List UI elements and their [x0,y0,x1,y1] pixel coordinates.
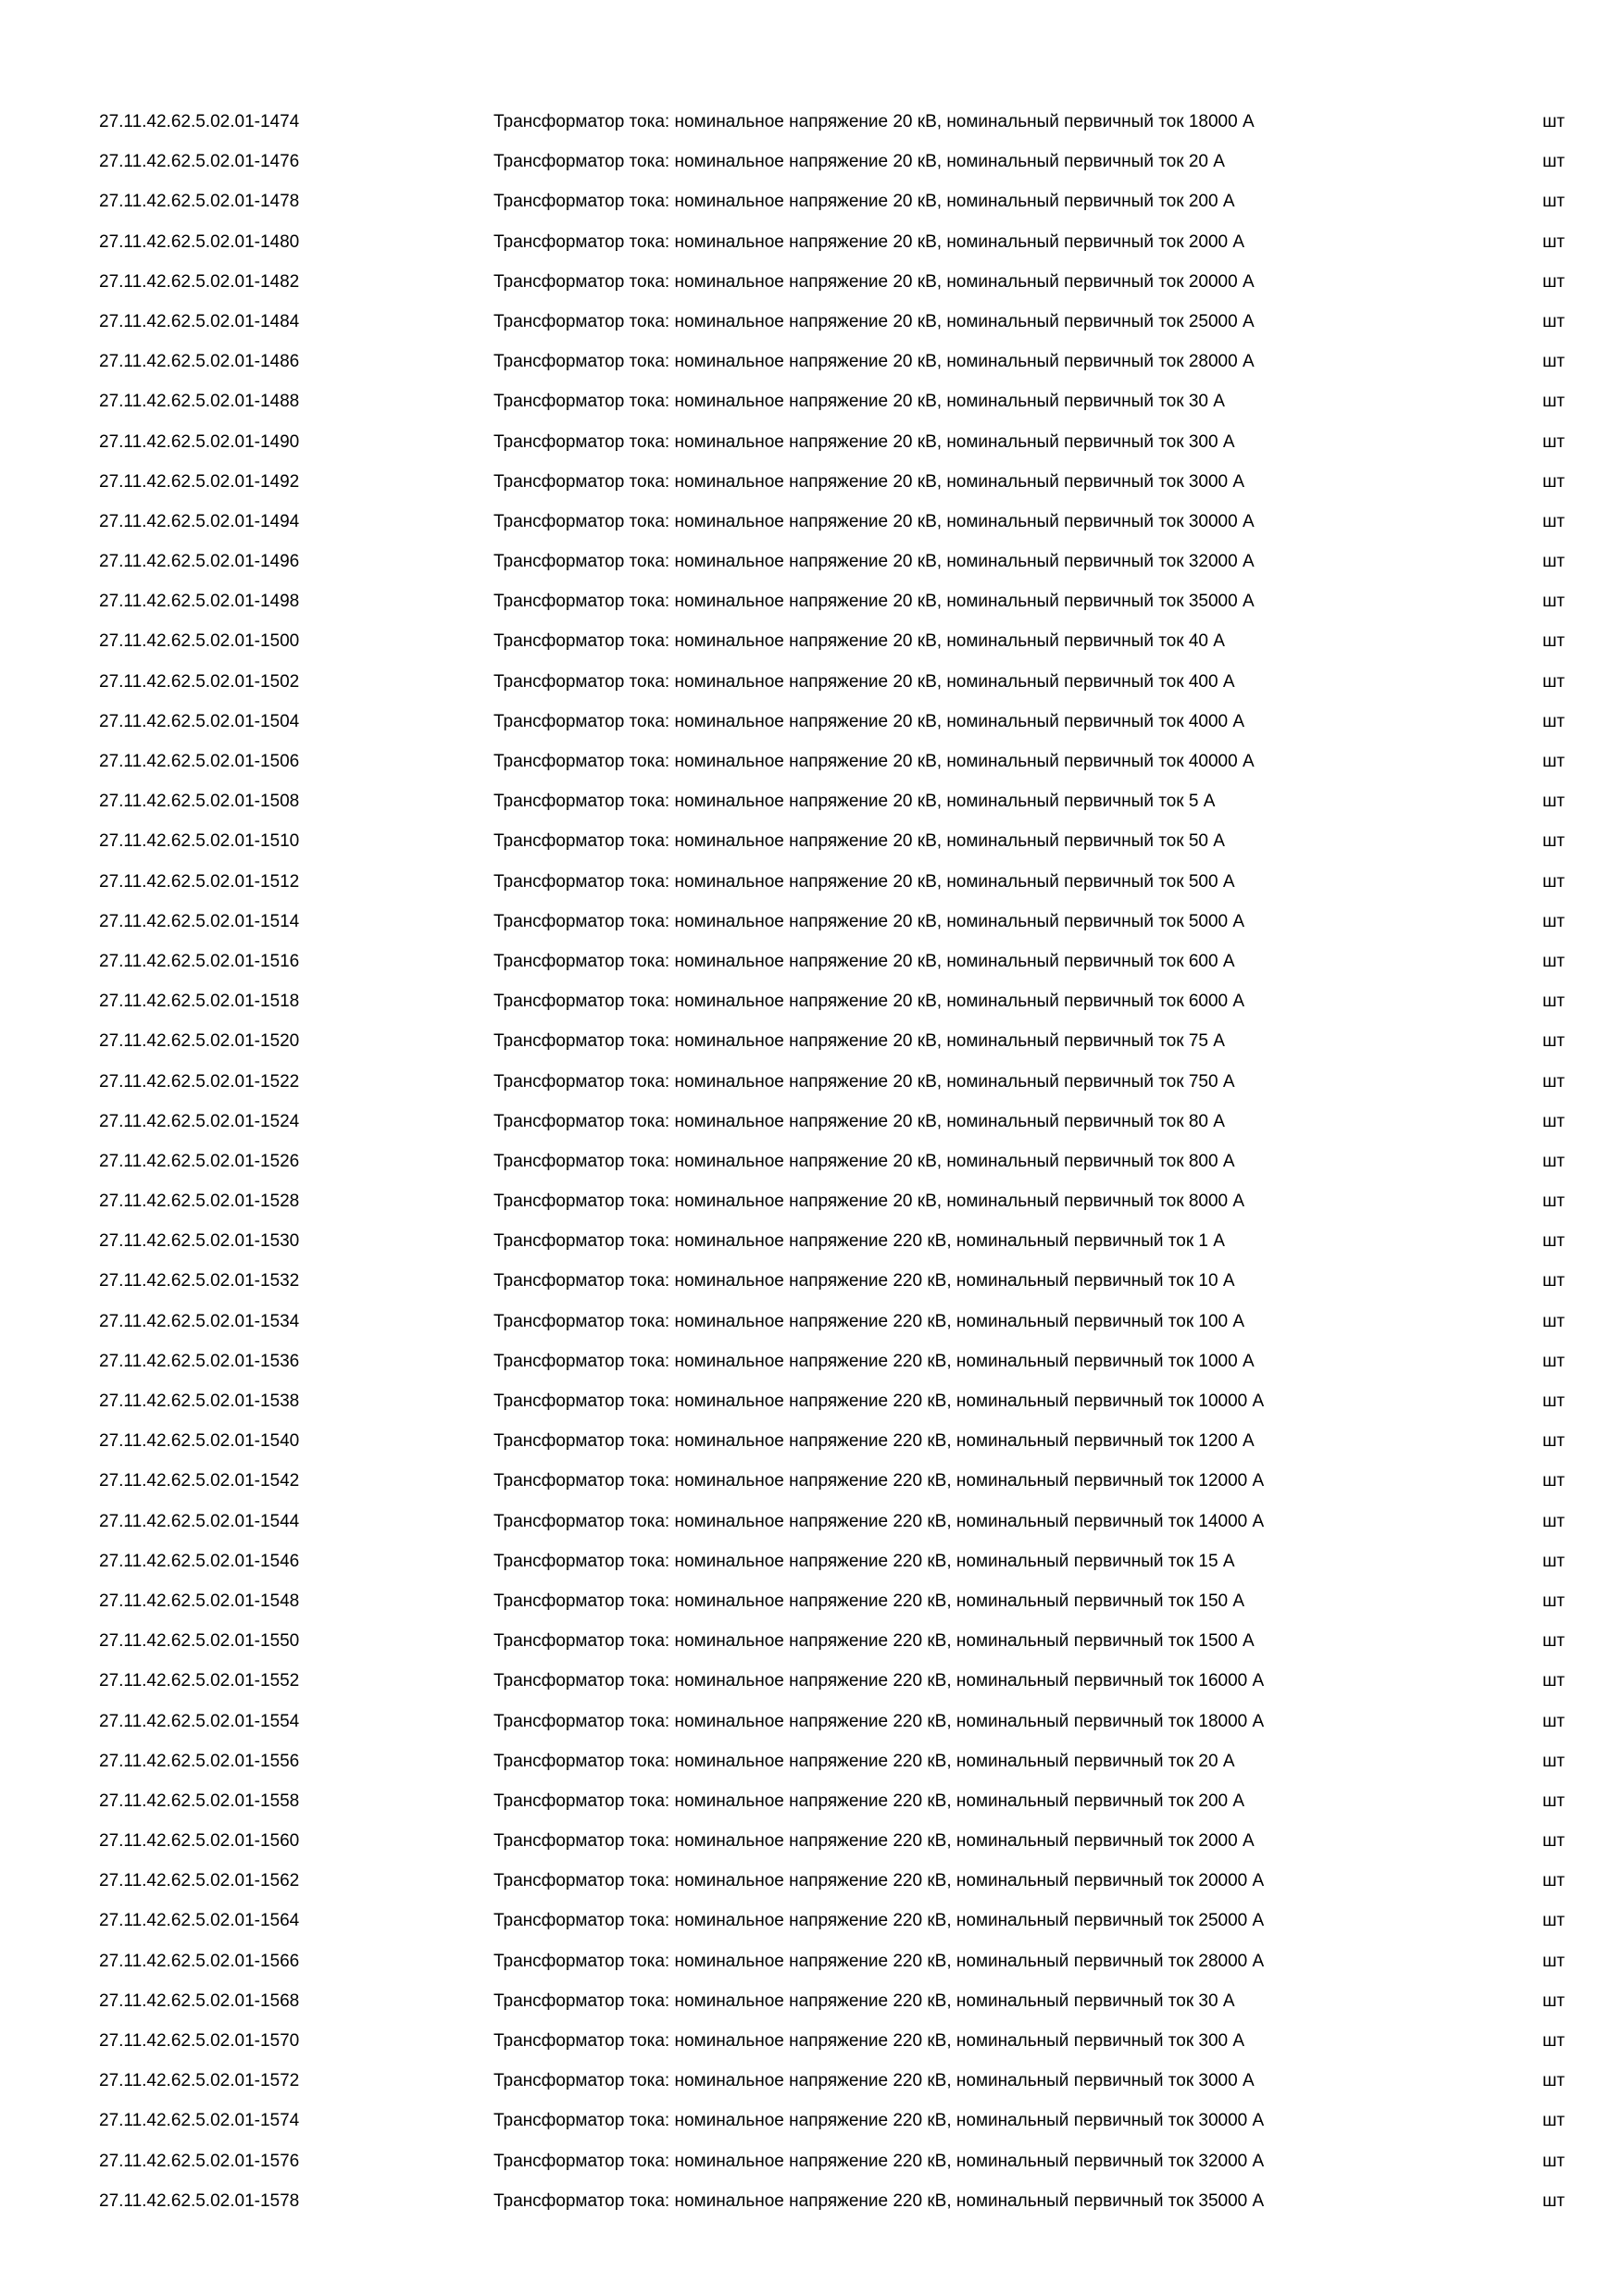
item-code: 27.11.42.62.5.02.01-1502 [99,671,300,692]
item-description: Трансформатор тока: номинальное напряжение 20 кВ, номинальный первичный ток 25000 А [493,311,1255,331]
item-code: 27.11.42.62.5.02.01-1524 [99,1111,300,1131]
item-code: 27.11.42.62.5.02.01-1492 [99,471,300,492]
item-code: 27.11.42.62.5.02.01-1482 [99,271,300,292]
table-row [0,1021,1624,1061]
item-unit: шт [1543,1391,1565,1411]
item-description: Трансформатор тока: номинальное напряжение 20 кВ, номинальный первичный ток 18000 А [493,112,1255,131]
item-code: 27.11.42.62.5.02.01-1556 [99,1751,300,1771]
item-unit: шт [1543,231,1565,252]
item-unit: шт [1543,831,1565,852]
table-row [0,1981,1624,2021]
table-row [0,1181,1624,1221]
item-unit: шт [1543,2031,1565,2051]
item-description: Трансформатор тока: номинальное напряжение 20 кВ, номинальный первичный ток 8000 А [493,1192,1245,1212]
item-unit: шт [1543,271,1565,292]
item-unit: шт [1543,511,1565,531]
item-description: Трансформатор тока: номинальное напряжение 20 кВ, номинальный первичный ток 32000 А [493,552,1255,572]
item-code: 27.11.42.62.5.02.01-1480 [99,231,300,252]
item-code: 27.11.42.62.5.02.01-1478 [99,192,300,212]
item-code: 27.11.42.62.5.02.01-1570 [99,2031,300,2051]
item-description: Трансформатор тока: номинальное напряжение 220 кВ, номинальный первичный ток 10000 А [493,1391,1265,1411]
table-row [0,1261,1624,1301]
item-description: Трансформатор тока: номинальное напряжение 20 кВ, номинальный первичный ток 800 А [493,1151,1235,1171]
item-code: 27.11.42.62.5.02.01-1488 [99,392,300,412]
item-unit: шт [1543,392,1565,412]
item-code: 27.11.42.62.5.02.01-1490 [99,431,300,452]
item-description: Трансформатор тока: номинальное напряжение 220 кВ, номинальный первичный ток 30 А [493,1990,1235,2011]
table-row [0,581,1624,621]
item-code: 27.11.42.62.5.02.01-1506 [99,752,300,771]
item-unit: шт [1543,1511,1565,1531]
item-description: Трансформатор тока: номинальное напряжение 220 кВ, номинальный первичный ток 2000 А [493,1831,1255,1852]
item-code: 27.11.42.62.5.02.01-1576 [99,2151,300,2171]
table-row [0,1541,1624,1581]
item-unit: шт [1543,552,1565,572]
item-code: 27.11.42.62.5.02.01-1548 [99,1591,300,1611]
item-code: 27.11.42.62.5.02.01-1564 [99,1911,300,1931]
table-row [0,1461,1624,1501]
item-unit: шт [1543,752,1565,771]
item-description: Трансформатор тока: номинальное напряжение 20 кВ, номинальный первичный ток 600 А [493,951,1235,971]
item-description: Трансформатор тока: номинальное напряжение 20 кВ, номинальный первичный ток 500 А [493,871,1235,892]
item-unit: шт [1543,1551,1565,1571]
item-code: 27.11.42.62.5.02.01-1552 [99,1671,300,1691]
table-row [0,621,1624,661]
item-description: Трансформатор тока: номинальное напряжение 220 кВ, номинальный первичный ток 1200 А [493,1431,1255,1452]
table-row [0,542,1624,581]
item-description: Трансформатор тока: номинальное напряжение 20 кВ, номинальный первичный ток 5000 А [493,911,1245,931]
table-row [0,821,1624,861]
item-code: 27.11.42.62.5.02.01-1572 [99,2071,300,2091]
item-code: 27.11.42.62.5.02.01-1528 [99,1192,300,1212]
item-code: 27.11.42.62.5.02.01-1558 [99,1791,300,1811]
item-unit: шт [1543,2111,1565,2131]
item-description: Трансформатор тока: номинальное напряжение 220 кВ, номинальный первичный ток 1500 А [493,1631,1255,1652]
item-description: Трансформатор тока: номинальное напряжение 220 кВ, номинальный первичный ток 10 А [493,1271,1235,1292]
item-code: 27.11.42.62.5.02.01-1504 [99,711,300,731]
table-row [0,2181,1624,2221]
item-code: 27.11.42.62.5.02.01-1534 [99,1311,300,1331]
item-code: 27.11.42.62.5.02.01-1574 [99,2111,300,2131]
item-unit: шт [1543,1351,1565,1371]
table-row [0,702,1624,742]
item-description: Трансформатор тока: номинальное напряжение 20 кВ, номинальный первичный ток 200 А [493,192,1235,212]
item-code: 27.11.42.62.5.02.01-1512 [99,871,300,892]
item-code: 27.11.42.62.5.02.01-1578 [99,2190,300,2211]
table-row [0,1581,1624,1621]
item-code: 27.11.42.62.5.02.01-1520 [99,1031,300,1052]
item-unit: шт [1543,1111,1565,1131]
item-unit: шт [1543,1671,1565,1691]
item-unit: шт [1543,1871,1565,1891]
item-unit: шт [1543,1591,1565,1611]
item-description: Трансформатор тока: номинальное напряжение 220 кВ, номинальный первичный ток 20000 А [493,1871,1265,1891]
table-row [0,142,1624,181]
item-code: 27.11.42.62.5.02.01-1568 [99,1990,300,2011]
item-description: Трансформатор тока: номинальное напряжение 20 кВ, номинальный первичный ток 20 А [493,152,1225,172]
item-code: 27.11.42.62.5.02.01-1550 [99,1631,300,1652]
item-unit: шт [1543,1751,1565,1771]
item-unit: шт [1543,1911,1565,1931]
item-code: 27.11.42.62.5.02.01-1560 [99,1831,300,1852]
item-code: 27.11.42.62.5.02.01-1566 [99,1951,300,1971]
item-unit: шт [1543,112,1565,131]
item-description: Трансформатор тока: номинальное напряжение 220 кВ, номинальный первичный ток 35000 А [493,2190,1265,2211]
item-description: Трансформатор тока: номинальное напряжение 20 кВ, номинальный первичный ток 35000 А [493,592,1255,612]
item-unit: шт [1543,2071,1565,2091]
item-unit: шт [1543,1631,1565,1652]
table-row [0,462,1624,502]
item-description: Трансформатор тока: номинальное напряжение 20 кВ, номинальный первичный ток 28000 А [493,352,1255,372]
item-unit: шт [1543,2190,1565,2211]
table-row [0,1062,1624,1102]
item-unit: шт [1543,1031,1565,1052]
item-unit: шт [1543,711,1565,731]
item-description: Трансформатор тока: номинальное напряжение 220 кВ, номинальный первичный ток 150 А [493,1591,1245,1611]
table-row [0,862,1624,902]
item-code: 27.11.42.62.5.02.01-1500 [99,631,300,652]
table-row [0,662,1624,702]
item-code: 27.11.42.62.5.02.01-1508 [99,792,300,812]
table-row [0,1102,1624,1142]
item-description: Трансформатор тока: номинальное напряжение 20 кВ, номинальный первичный ток 5 А [493,792,1216,812]
item-unit: шт [1543,1192,1565,1212]
item-unit: шт [1543,1990,1565,2011]
table-row [0,981,1624,1021]
item-description: Трансформатор тока: номинальное напряжение 220 кВ, номинальный первичный ток 20 А [493,1751,1235,1771]
table-row [0,342,1624,381]
item-code: 27.11.42.62.5.02.01-1486 [99,352,300,372]
item-unit: шт [1543,592,1565,612]
item-unit: шт [1543,1311,1565,1331]
table-row [0,1502,1624,1541]
item-unit: шт [1543,1951,1565,1971]
item-description: Трансформатор тока: номинальное напряжение 20 кВ, номинальный первичный ток 20000 А [493,271,1255,292]
item-unit: шт [1543,1071,1565,1092]
price-list-table [0,102,1624,2221]
table-row [0,422,1624,462]
item-unit: шт [1543,792,1565,812]
item-code: 27.11.42.62.5.02.01-1530 [99,1231,300,1252]
table-row [0,942,1624,981]
item-code: 27.11.42.62.5.02.01-1540 [99,1431,300,1452]
item-description: Трансформатор тока: номинальное напряжение 220 кВ, номинальный первичный ток 200 А [493,1791,1245,1811]
table-row [0,1421,1624,1461]
table-row [0,2021,1624,2061]
table-row [0,502,1624,542]
table-row [0,902,1624,942]
item-description: Трансформатор тока: номинальное напряжение 20 кВ, номинальный первичный ток 80 А [493,1111,1225,1131]
item-unit: шт [1543,2151,1565,2171]
item-code: 27.11.42.62.5.02.01-1542 [99,1471,300,1491]
item-code: 27.11.42.62.5.02.01-1510 [99,831,300,852]
table-row [0,1621,1624,1661]
item-unit: шт [1543,1471,1565,1491]
item-code: 27.11.42.62.5.02.01-1496 [99,552,300,572]
item-code: 27.11.42.62.5.02.01-1536 [99,1351,300,1371]
item-description: Трансформатор тока: номинальное напряжение 20 кВ, номинальный первичный ток 400 А [493,671,1235,692]
item-unit: шт [1543,352,1565,372]
item-code: 27.11.42.62.5.02.01-1474 [99,112,300,131]
item-unit: шт [1543,1831,1565,1852]
item-description: Трансформатор тока: номинальное напряжение 20 кВ, номинальный первичный ток 2000 А [493,231,1245,252]
item-description: Трансформатор тока: номинальное напряжение 220 кВ, номинальный первичный ток 1 А [493,1231,1225,1252]
item-code: 27.11.42.62.5.02.01-1484 [99,311,300,331]
item-code: 27.11.42.62.5.02.01-1494 [99,511,300,531]
table-row [0,2141,1624,2181]
item-unit: шт [1543,152,1565,172]
table-row [0,1941,1624,1981]
item-description: Трансформатор тока: номинальное напряжение 220 кВ, номинальный первичный ток 100 А [493,1311,1245,1331]
table-row [0,1341,1624,1381]
table-row [0,381,1624,421]
item-code: 27.11.42.62.5.02.01-1526 [99,1151,300,1171]
item-description: Трансформатор тока: номинальное напряжение 220 кВ, номинальный первичный ток 14000 А [493,1511,1265,1531]
item-code: 27.11.42.62.5.02.01-1544 [99,1511,300,1531]
item-unit: шт [1543,192,1565,212]
item-unit: шт [1543,1791,1565,1811]
item-code: 27.11.42.62.5.02.01-1516 [99,951,300,971]
item-unit: шт [1543,992,1565,1012]
item-description: Трансформатор тока: номинальное напряжение 220 кВ, номинальный первичный ток 300 А [493,2031,1245,2051]
item-description: Трансформатор тока: номинальное напряжение 20 кВ, номинальный первичный ток 30 А [493,392,1225,412]
table-row [0,302,1624,342]
item-description: Трансформатор тока: номинальное напряжение 220 кВ, номинальный первичный ток 25000 А [493,1911,1265,1931]
item-unit: шт [1543,311,1565,331]
item-code: 27.11.42.62.5.02.01-1476 [99,152,300,172]
item-unit: шт [1543,431,1565,452]
item-unit: шт [1543,951,1565,971]
table-row [0,1381,1624,1421]
table-row [0,1302,1624,1341]
item-unit: шт [1543,1231,1565,1252]
item-unit: шт [1543,1271,1565,1292]
item-unit: шт [1543,1431,1565,1452]
table-row [0,1781,1624,1821]
item-description: Трансформатор тока: номинальное напряжение 20 кВ, номинальный первичный ток 6000 А [493,992,1245,1012]
item-unit: шт [1543,911,1565,931]
item-description: Трансформатор тока: номинальное напряжение 220 кВ, номинальный первичный ток 15 А [493,1551,1235,1571]
item-code: 27.11.42.62.5.02.01-1514 [99,911,300,931]
item-description: Трансформатор тока: номинальное напряжение 20 кВ, номинальный первичный ток 40000 А [493,752,1255,771]
item-code: 27.11.42.62.5.02.01-1532 [99,1271,300,1292]
table-row [0,1901,1624,1940]
item-description: Трансформатор тока: номинальное напряжение 220 кВ, номинальный первичный ток 16000 А [493,1671,1265,1691]
item-unit: шт [1543,631,1565,652]
item-unit: шт [1543,1151,1565,1171]
table-row [0,2061,1624,2101]
table-row [0,222,1624,262]
item-description: Трансформатор тока: номинальное напряжение 20 кВ, номинальный первичный ток 40 А [493,631,1225,652]
table-row [0,1661,1624,1701]
table-row [0,1741,1624,1781]
item-description: Трансформатор тока: номинальное напряжение 220 кВ, номинальный первичный ток 12000 А [493,1471,1265,1491]
item-unit: шт [1543,871,1565,892]
table-row [0,1221,1624,1261]
table-row [0,262,1624,302]
table-row [0,1142,1624,1181]
item-description: Трансформатор тока: номинальное напряжение 20 кВ, номинальный первичный ток 50 А [493,831,1225,852]
table-row [0,742,1624,781]
item-description: Трансформатор тока: номинальное напряжение 20 кВ, номинальный первичный ток 30000 А [493,511,1255,531]
item-description: Трансформатор тока: номинальное напряжение 220 кВ, номинальный первичный ток 18000 А [493,1711,1265,1731]
item-unit: шт [1543,471,1565,492]
table-row [0,1821,1624,1861]
table-row [0,102,1624,142]
item-code: 27.11.42.62.5.02.01-1546 [99,1551,300,1571]
item-code: 27.11.42.62.5.02.01-1498 [99,592,300,612]
item-description: Трансформатор тока: номинальное напряжение 220 кВ, номинальный первичный ток 1000 А [493,1351,1255,1371]
item-description: Трансформатор тока: номинальное напряжение 20 кВ, номинальный первичный ток 4000 А [493,711,1245,731]
item-code: 27.11.42.62.5.02.01-1554 [99,1711,300,1731]
item-code: 27.11.42.62.5.02.01-1522 [99,1071,300,1092]
item-unit: шт [1543,671,1565,692]
table-row [0,181,1624,221]
item-description: Трансформатор тока: номинальное напряжение 20 кВ, номинальный первичный ток 3000 А [493,471,1245,492]
item-code: 27.11.42.62.5.02.01-1538 [99,1391,300,1411]
item-description: Трансформатор тока: номинальное напряжение 20 кВ, номинальный первичный ток 75 А [493,1031,1225,1052]
item-description: Трансформатор тока: номинальное напряжение 220 кВ, номинальный первичный ток 28000 А [493,1951,1265,1971]
item-description: Трансформатор тока: номинальное напряжение 220 кВ, номинальный первичный ток 3000 А [493,2071,1255,2091]
item-description: Трансформатор тока: номинальное напряжение 220 кВ, номинальный первичный ток 32000 А [493,2151,1265,2171]
table-row [0,2101,1624,2140]
item-code: 27.11.42.62.5.02.01-1562 [99,1871,300,1891]
table-row [0,781,1624,821]
item-description: Трансформатор тока: номинальное напряжение 20 кВ, номинальный первичный ток 300 А [493,431,1235,452]
table-row [0,1861,1624,1901]
item-description: Трансформатор тока: номинальное напряжение 20 кВ, номинальный первичный ток 750 А [493,1071,1235,1092]
item-code: 27.11.42.62.5.02.01-1518 [99,992,300,1012]
item-unit: шт [1543,1711,1565,1731]
table-row [0,1702,1624,1741]
item-description: Трансформатор тока: номинальное напряжение 220 кВ, номинальный первичный ток 30000 А [493,2111,1265,2131]
